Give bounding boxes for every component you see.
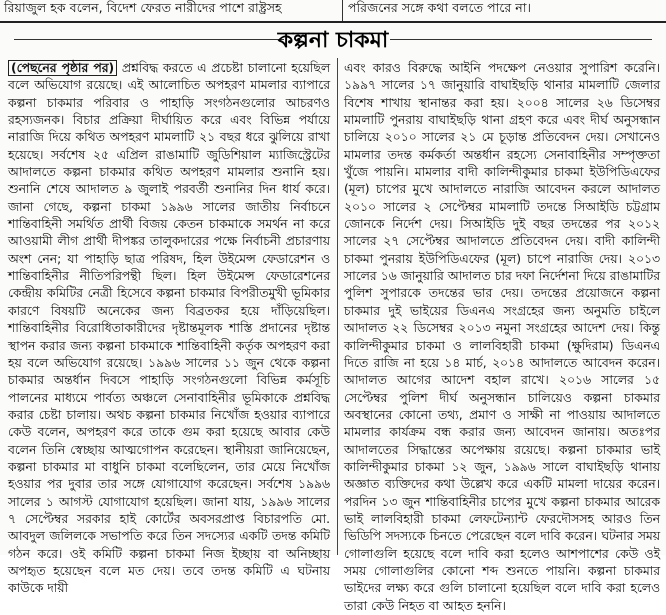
article-paragraph-left xyxy=(8,60,330,598)
previous-article-strip xyxy=(0,0,666,22)
headline-rule-right xyxy=(390,39,652,40)
column-divider xyxy=(337,58,338,555)
previous-article-right-line: পরিজনের সঙ্গে কথা বলতে পারে না। xyxy=(348,0,531,15)
article-column-right xyxy=(344,60,660,613)
article-headline: কল্পনা চাকমা xyxy=(277,27,389,53)
previous-article-left-line: রিয়াজুল হক বলেন, বিদেশ ফেরত নারীদের পাশে রাষ্ট্রসহ xyxy=(4,0,282,15)
article-column-left xyxy=(8,60,331,596)
section-divider xyxy=(0,21,666,23)
article-text-right: এবং কারও বিরুদ্ধে আইনি পদক্ষেপ নেওয়ার সুপারিশ করেনি। ১৯৯৭ সালের ১৭ জানুয়ারি বাঘাইছড়ি থানার মামলাটি জেলার বিশেষ শাখায় স্থানান্তর করা হয়। ২০০৪ সালের ২৬ ডিসেম্বর মামলাটি পুনরায় বাঘাইছড়ি থানা গ্রহণ করে এবং দীর্ঘ অনুসন্ধান চালিয়ে ২০১০ সালের ২১ মে চূড়ান্ত প্রতিবেদন দেয়। সেখানেও মামলার তদন্ত কর্মকর্তা অন্তর্ধান রহস্যে সেনাবাহিনীর সম্পৃক্ততা খুঁজে পায়নি। মামলার বাদী কালিন্দীকুমার চাকমা ইউপিডিএফের (মূল) চাপের মুখে আদালতে নারাজি আবেদন করলে আদালত ২০১০ সালের ২ সেপ্টেম্বর মামলাটি তদন্তে সিআইডি চট্টগ্রাম জোনকে নির্দেশ দেয়। সিআইডি দুই বছর তদন্তের পর ২০১২ সালের ২৭ সেপ্টেম্বর আদালতে প্রতিবেদন দেয়। বাদী কালিন্দী চাকমা পুনরায় ইউপিডিএফের (মূল) চাপে নারাজি দেয়। ২০১৩ সালের ১৬ জানুয়ারি আদালত চার দফা নির্দেশনা দিয়ে রাঙামাটির পুলিশ সুপারকে তদন্তের ভার দেয়। তদন্তের প্রয়োজনে কল্পনা চাকমার দুই ভাইয়ের ডিএনএ সংগ্রহের জন্য অনুমতি চাইলে আদালত ২২ ডিসেম্বর ২০১৩ নমুনা সংগ্রহের আদেশ দেয়। কিন্তু কালিন্দীকুমার চাকমা ও লালবিহারী চাকমা (ক্ষুদিরাম) ডিএনএ দিতে রাজি না হয়ে ১৪ মার্চ, ২০১৪ আদালতে আবেদন করেন। আদালত আগের আদেশ বহাল রাখে। ২০১৬ সালের ১৫ সেপ্টেম্বর পুলিশ দীর্ঘ অনুসন্ধান চালিয়েও কল্পনা চাকমার অবস্থানের কোনো তথ্য, প্রমাণ ও সাক্ষী না পাওয়ায় আদালতে মামলার কার্যক্রম বন্ধ করার জন্য আবেদন জানায়। অতঃপর আদালতের সিদ্ধান্তের অপেক্ষায় রয়েছে। কল্পনা চাকমার ভাই কালিন্দীকুমার চাকমা ১২ জুন, ১৯৯৬ সালে বাঘাইছড়ি থানায় অজ্ঞাত ব্যক্তিদের কথা উল্লেখ করে একটি মামলা দায়ের করেন। পরদিন ১৩ জুন শান্তিবাহিনীর চাপের মুখে কল্পনা চাকমার আরেক ভাই লালবিহারী চাকমা লেফটেন্যান্ট ফেরদৌসসহ আরও তিন ভিডিপি সদস্যকে চিনতে পেরেছেন বলে দাবি করেন। ঘটনার সময় গোলাগুলি হয়েছে বলে দাবি করা হলেও আশপাশের কেউ ওই সময় গোলাগুলির কোনো শব্দ শুনতে পায়নি। কল্পনা চাকমার ভাইদের লক্ষ্য করে গুলি চালানো হয়েছিল বলে দাবি করা হলেও তারা কেউ নিহত বা আহত হননি। xyxy=(344,61,660,613)
article-text-left: প্রশ্নবিদ্ধ করতে এ প্রচেষ্টা চালানো হয়েছিল বলে অভিযোগ রয়েছে। এই আলোচিত অপহরণ মামলার ব্যাপারে কল্পনা চাকমার পরিবার ও পাহাড়ি সংগঠনগুলোর আচরণও রহস্যজনক। বিচার প্রক্রিয়া দীর্ঘায়িত করে এবং বিভিন্ন পর্যায়ে নারাজি দিয়ে কথিত অপহরণ মামলাটি ২১ বছর ধরে ঝুলিয়ে রাখা হয়েছে। সর্বশেষ ২৫ এপ্রিল রাঙামাটি জুডিশিয়াল ম্যাজিস্ট্রেটের আদালতে কল্পনা চাকমার কথিত অপহরণ মামলার শুনানি হয়। শুনানি শেষে আদালত ৯ জুলাই পরবর্তী শুনানির দিন ধার্য করে। জানা গেছে, কল্পনা চাকমা ১৯৯৬ সালের জাতীয় নির্বাচনে শান্তিবাহিনী সমর্থিত প্রার্থী বিজয় কেতন চাকমাকে সমর্থন না করে আওয়ামী লীগ প্রার্থী দীপঙ্কর তালুকদারের পক্ষে নির্বাচনী প্রচারণায় অংশ নেন; যা পাহাড়ি ছাত্র পরিষদ, হিল উইমেন্স ফেডারেশন ও শান্তিবাহিনীর নীতিপরিপন্থী ছিল। হিল উইমেন্স ফেডারেশনের কেন্দ্রীয় কমিটির নেত্রী হিসেবে কল্পনা চাকমার বিপরীতমুখী ভূমিকার কারণে বিষয়টি অনেকের জন্য বিব্রতকর হয়ে দাঁড়িয়েছিল। শান্তিবাহিনীর বিরোধিতাকারীদের দৃষ্টান্তমূলক শাস্তি প্রদানের দৃষ্টান্ত স্থাপন করার জন্য কল্পনা চাকমাকে শান্তিবাহিনী কর্তৃক অপহরণ করা হয় বলে অভিযোগ রয়েছে। ১৯৯৬ সালের ১১ জুন থেকে কল্পনা চাকমার অন্তর্ধান দিবসে পাহাড়ি সংগঠনগুলো বিভিন্ন কর্মসূচি পালনের মাধ্যমে পার্বত্য অঞ্চলে সেনাবাহিনীর ভূমিকাকে প্রশ্নবিদ্ধ করার চেষ্টা চালায়। অথচ কল্পনা চাকমার নিখোঁজ হওয়ার ব্যাপারে কেউ বলেন, অপহরণ করে তাকে গুম করা হয়েছে আবার কেউ বলেন তিনি স্বেচ্ছায় আত্মগোপন করেছেন। স্থানীয়রা জানিয়েছেন, কল্পনা চাকমার মা বাধুনি চাকমা বলেছিলেন, তার মেয়ে নিখোঁজ হওয়ার পর দুবার তার সঙ্গে যোগাযোগ করেছেন। সর্বশেষ ১৯৯৬ সালের ১ আগস্ট যোগাযোগ হয়েছিল। জানা যায়, ১৯৯৬ সালের ৭ সেপ্টেম্বর সরকার হাই কোর্টের অবসরপ্রাপ্ত বিচারপতি মো. আবদুল জলিলকে সভাপতি করে তিন সদস্যের একটি তদন্ত কমিটি গঠন করে। ওই কমিটি কল্পনা চাকমা নিজ ইচ্ছায় বা অনিচ্ছায় অপহৃত হয়েছেন বলে মত দেয়। তবে তদন্ত কমিটি এ ঘটনায় কাউকে দায়ী xyxy=(8,61,331,596)
top-column-divider xyxy=(342,0,343,22)
continuation-label: (পেছনের পৃষ্ঠার পর) xyxy=(8,60,117,76)
